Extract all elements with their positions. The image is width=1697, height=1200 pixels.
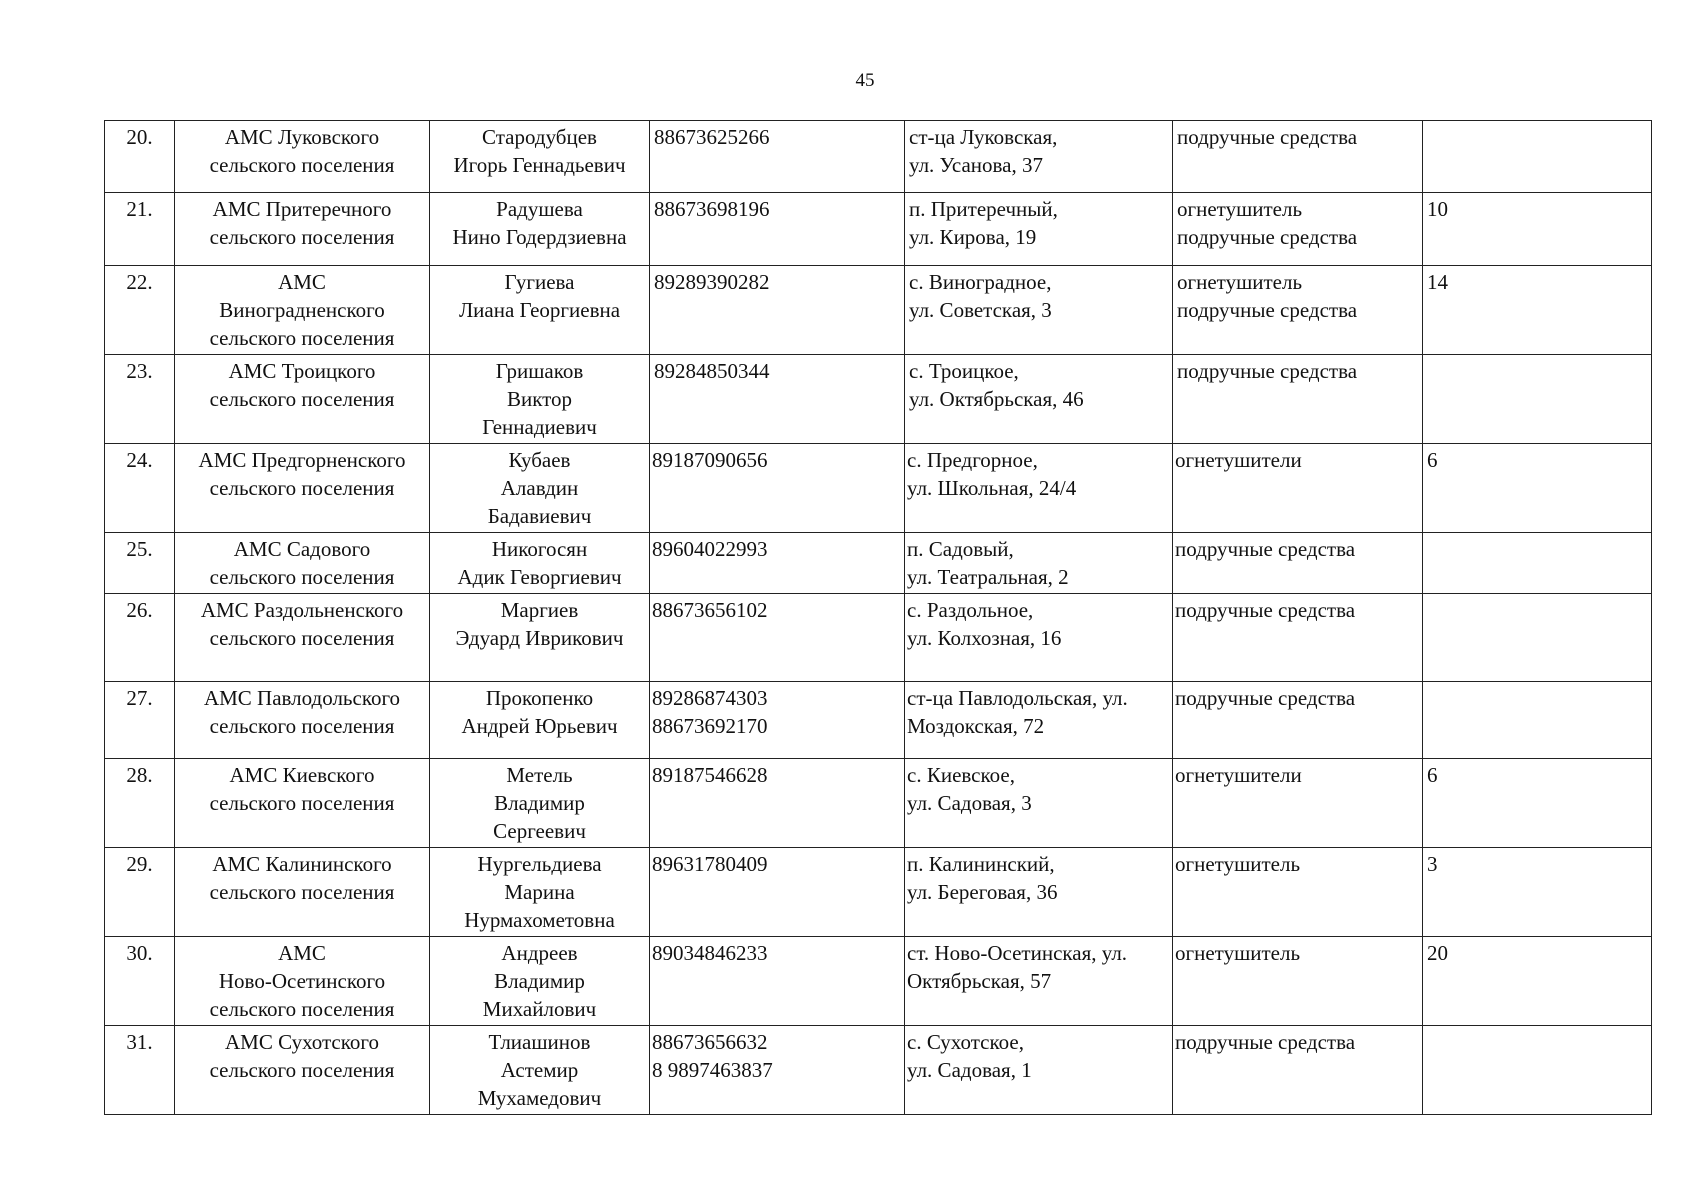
phone-line: 89286874303	[652, 686, 768, 710]
organization-line: АМС Калининского	[212, 852, 392, 876]
address-line: ул. Школьная, 24/4	[907, 476, 1077, 500]
organization-line: сельского поселения	[209, 714, 395, 738]
phone-line: 88673625266	[654, 125, 770, 149]
address-cell	[905, 594, 1173, 682]
organization-cell	[175, 444, 430, 533]
head-name-line: Нурмахометовна	[464, 908, 615, 932]
table-row	[105, 1026, 1652, 1115]
address-line: ст-ца Луковская,	[909, 125, 1058, 149]
means-cell	[1173, 1026, 1423, 1115]
means-line: огнетушитель	[1175, 852, 1301, 876]
phone-cell	[650, 759, 905, 848]
means-line: подручные средства	[1177, 359, 1358, 383]
quantity-cell	[1423, 682, 1652, 759]
address-line: п. Калининский,	[907, 852, 1055, 876]
means-line: подручные средства	[1177, 125, 1358, 149]
head-name-cell	[430, 848, 650, 937]
head-name-line: Радушева	[496, 197, 583, 221]
organization-line: сельского поселения	[209, 225, 395, 249]
address-line: ул. Садовая, 1	[907, 1058, 1032, 1082]
address-line: с. Киевское,	[907, 763, 1015, 787]
organization-cell	[175, 266, 430, 355]
organization-cell	[175, 121, 430, 193]
head-name-line: Виктор	[506, 387, 573, 411]
means-line: огнетушители	[1175, 763, 1302, 787]
phone-cell	[650, 1026, 905, 1115]
organization-line: АМС Предгорненского	[198, 448, 406, 472]
head-name-line: Астемир	[500, 1058, 579, 1082]
head-name-line: Андрей Юрьевич	[461, 714, 618, 738]
row-number-cell: 24.	[105, 444, 175, 533]
phone-cell	[650, 444, 905, 533]
means-cell	[1173, 848, 1423, 937]
address-line: ул. Октябрьская, 46	[909, 387, 1084, 411]
organization-cell	[175, 1026, 430, 1115]
head-name-line: Андреев	[501, 941, 578, 965]
organization-cell	[175, 759, 430, 848]
address-cell	[905, 444, 1173, 533]
head-name-line: Марина	[504, 880, 575, 904]
head-name-cell	[430, 444, 650, 533]
table-row	[105, 937, 1652, 1026]
means-cell	[1173, 937, 1423, 1026]
organization-cell	[175, 937, 430, 1026]
phone-cell	[650, 121, 905, 193]
table-row	[105, 355, 1652, 444]
table-row	[105, 759, 1652, 848]
head-name-line: Михайлович	[482, 997, 597, 1021]
phone-cell	[650, 848, 905, 937]
means-line: подручные средства	[1177, 298, 1358, 322]
address-line: ст-ца Павлодольская, ул.	[907, 686, 1128, 710]
means-line: огнетушитель	[1177, 197, 1303, 221]
quantity-cell	[1423, 1026, 1652, 1115]
address-line: Моздокская, 72	[907, 714, 1045, 738]
organization-line: АМС Притеречного	[212, 197, 392, 221]
registry-body	[105, 121, 1652, 1115]
means-cell	[1173, 759, 1423, 848]
table-row	[105, 266, 1652, 355]
phone-cell	[650, 533, 905, 594]
means-line: подручные средства	[1177, 225, 1358, 249]
organization-cell	[175, 193, 430, 266]
address-cell	[905, 266, 1173, 355]
head-name-line: Владимир	[494, 791, 585, 815]
phone-line: 89034846233	[652, 941, 768, 965]
phone-cell	[650, 193, 905, 266]
address-line: с. Троицкое,	[909, 359, 1019, 383]
address-line: с. Сухотское,	[907, 1030, 1024, 1054]
row-number-cell: 22.	[105, 266, 175, 355]
phone-line: 89284850344	[654, 359, 770, 383]
head-name-line: Кубаев	[508, 448, 571, 472]
organization-cell	[175, 355, 430, 444]
head-name-line: Прокопенко	[485, 686, 594, 710]
quantity-cell: 6	[1423, 444, 1652, 533]
organization-line: сельского поселения	[209, 626, 395, 650]
row-number-cell: 26.	[105, 594, 175, 682]
phone-cell	[650, 682, 905, 759]
means-line: огнетушитель	[1175, 941, 1301, 965]
organization-line: сельского поселения	[209, 791, 395, 815]
head-name-line: Метель	[506, 763, 573, 787]
address-cell	[905, 121, 1173, 193]
head-name-cell	[430, 682, 650, 759]
phone-line: 88673692170	[652, 714, 768, 738]
head-name-cell	[430, 121, 650, 193]
row-number-cell: 29.	[105, 848, 175, 937]
page-number: 45	[855, 70, 875, 91]
quantity-cell	[1423, 355, 1652, 444]
phone-cell	[650, 937, 905, 1026]
phone-line: 88673698196	[654, 197, 770, 221]
head-name-cell	[430, 266, 650, 355]
head-name-line: Никогосян	[491, 537, 588, 561]
head-name-line: Адик Геворгиевич	[457, 565, 622, 589]
address-line: ул. Театральная, 2	[907, 565, 1069, 589]
organization-line: АМС Сухотского	[225, 1030, 379, 1054]
address-cell	[905, 193, 1173, 266]
head-name-line: Геннадиевич	[482, 415, 597, 439]
address-line: ст. Ново-Осетинская, ул.	[907, 941, 1128, 965]
organization-line: АМС Луковского	[224, 125, 380, 149]
organization-line: АМС	[278, 941, 326, 965]
address-line: ул. Колхозная, 16	[907, 626, 1062, 650]
phone-cell	[650, 355, 905, 444]
address-line: с. Виноградное,	[909, 270, 1052, 294]
phone-line: 89631780409	[652, 852, 768, 876]
quantity-cell: 20	[1423, 937, 1652, 1026]
quantity-cell	[1423, 594, 1652, 682]
phone-line: 89187546628	[652, 763, 768, 787]
address-line: с. Предгорное,	[907, 448, 1038, 472]
organization-line: АМС Садового	[233, 537, 371, 561]
address-line: п. Притеречный,	[909, 197, 1058, 221]
address-line: с. Раздольное,	[907, 598, 1034, 622]
head-name-cell	[430, 193, 650, 266]
address-line: ул. Береговая, 36	[907, 880, 1058, 904]
head-name-cell	[430, 533, 650, 594]
organization-line: Ново-Осетинского	[218, 969, 386, 993]
head-name-line: Бадавиевич	[487, 504, 592, 528]
address-cell	[905, 759, 1173, 848]
registry-table	[104, 120, 1652, 1115]
quantity-cell: 3	[1423, 848, 1652, 937]
phone-line: 89289390282	[654, 270, 770, 294]
table-row	[105, 193, 1652, 266]
phone-line: 88673656102	[652, 598, 768, 622]
row-number-cell: 27.	[105, 682, 175, 759]
organization-line: АМС Павлодольского	[203, 686, 401, 710]
quantity-cell	[1423, 533, 1652, 594]
head-name-line: Мухамедович	[477, 1086, 602, 1110]
quantity-cell: 10	[1423, 193, 1652, 266]
head-name-cell	[430, 355, 650, 444]
phone-cell	[650, 594, 905, 682]
organization-cell	[175, 533, 430, 594]
row-number-cell: 23.	[105, 355, 175, 444]
organization-cell	[175, 848, 430, 937]
head-name-line: Сергеевич	[493, 819, 586, 843]
head-name-cell	[430, 1026, 650, 1115]
organization-line: АМС Киевского	[229, 763, 375, 787]
means-cell	[1173, 355, 1423, 444]
organization-line: сельского поселения	[209, 997, 395, 1021]
means-cell	[1173, 444, 1423, 533]
means-cell	[1173, 193, 1423, 266]
means-line: огнетушитель	[1177, 270, 1303, 294]
table-row	[105, 444, 1652, 533]
organization-line: сельского поселения	[209, 387, 395, 411]
quantity-cell: 6	[1423, 759, 1652, 848]
table-row	[105, 682, 1652, 759]
phone-line: 8 9897463837	[652, 1058, 773, 1082]
means-line: подручные средства	[1175, 598, 1356, 622]
address-cell	[905, 937, 1173, 1026]
address-cell	[905, 682, 1173, 759]
head-name-line: Игорь Геннадьевич	[453, 153, 626, 177]
means-cell	[1173, 266, 1423, 355]
head-name-line: Стародубцев	[482, 125, 597, 149]
organization-line: АМС Раздольненского	[200, 598, 404, 622]
quantity-cell	[1423, 121, 1652, 193]
means-cell	[1173, 121, 1423, 193]
means-cell	[1173, 533, 1423, 594]
organization-line: сельского поселения	[209, 1058, 395, 1082]
row-number-cell: 25.	[105, 533, 175, 594]
address-line: ул. Советская, 3	[909, 298, 1052, 322]
means-cell	[1173, 682, 1423, 759]
row-number-cell: 30.	[105, 937, 175, 1026]
address-cell	[905, 533, 1173, 594]
head-name-line: Тлиашинов	[488, 1030, 591, 1054]
head-name-cell	[430, 759, 650, 848]
means-line: подручные средства	[1175, 1030, 1356, 1054]
means-cell	[1173, 594, 1423, 682]
address-line: Октябрьская, 57	[907, 969, 1052, 993]
organization-line: АМС Троицкого	[228, 359, 376, 383]
organization-cell	[175, 594, 430, 682]
organization-line: сельского поселения	[209, 880, 395, 904]
row-number-cell: 31.	[105, 1026, 175, 1115]
head-name-line: Гугиева	[504, 270, 575, 294]
quantity-cell: 14	[1423, 266, 1652, 355]
organization-line: АМС	[278, 270, 326, 294]
organization-line: сельского поселения	[209, 565, 395, 589]
address-cell	[905, 848, 1173, 937]
address-line: ул. Садовая, 3	[907, 791, 1032, 815]
phone-line: 89187090656	[652, 448, 768, 472]
table-row	[105, 848, 1652, 937]
phone-cell	[650, 266, 905, 355]
table-row	[105, 594, 1652, 682]
means-line: огнетушители	[1175, 448, 1302, 472]
phone-line: 88673656632	[652, 1030, 768, 1054]
organization-line: сельского поселения	[209, 476, 395, 500]
head-name-line: Владимир	[494, 969, 585, 993]
table-row	[105, 121, 1652, 193]
address-line: ул. Усанова, 37	[909, 153, 1043, 177]
head-name-line: Эдуард Иврикович	[455, 626, 624, 650]
phone-line: 89604022993	[652, 537, 768, 561]
organization-line: Виноградненского	[219, 298, 385, 322]
head-name-line: Лиана Георгиевна	[458, 298, 621, 322]
address-line: п. Садовый,	[907, 537, 1014, 561]
means-line: подручные средства	[1175, 537, 1356, 561]
table-row	[105, 533, 1652, 594]
organization-line: сельского поселения	[209, 326, 395, 350]
head-name-line: Нино Годердзиевна	[452, 225, 627, 249]
row-number-cell: 20.	[105, 121, 175, 193]
head-name-line: Маргиев	[500, 598, 579, 622]
means-line: подручные средства	[1175, 686, 1356, 710]
address-line: ул. Кирова, 19	[909, 225, 1037, 249]
head-name-line: Алавдин	[500, 476, 579, 500]
head-name-line: Гришаков	[495, 359, 584, 383]
organization-line: сельского поселения	[209, 153, 395, 177]
row-number-cell: 28.	[105, 759, 175, 848]
head-name-cell	[430, 594, 650, 682]
address-cell	[905, 355, 1173, 444]
row-number-cell: 21.	[105, 193, 175, 266]
head-name-cell	[430, 937, 650, 1026]
head-name-line: Нургельдиева	[477, 852, 602, 876]
organization-cell	[175, 682, 430, 759]
address-cell	[905, 1026, 1173, 1115]
